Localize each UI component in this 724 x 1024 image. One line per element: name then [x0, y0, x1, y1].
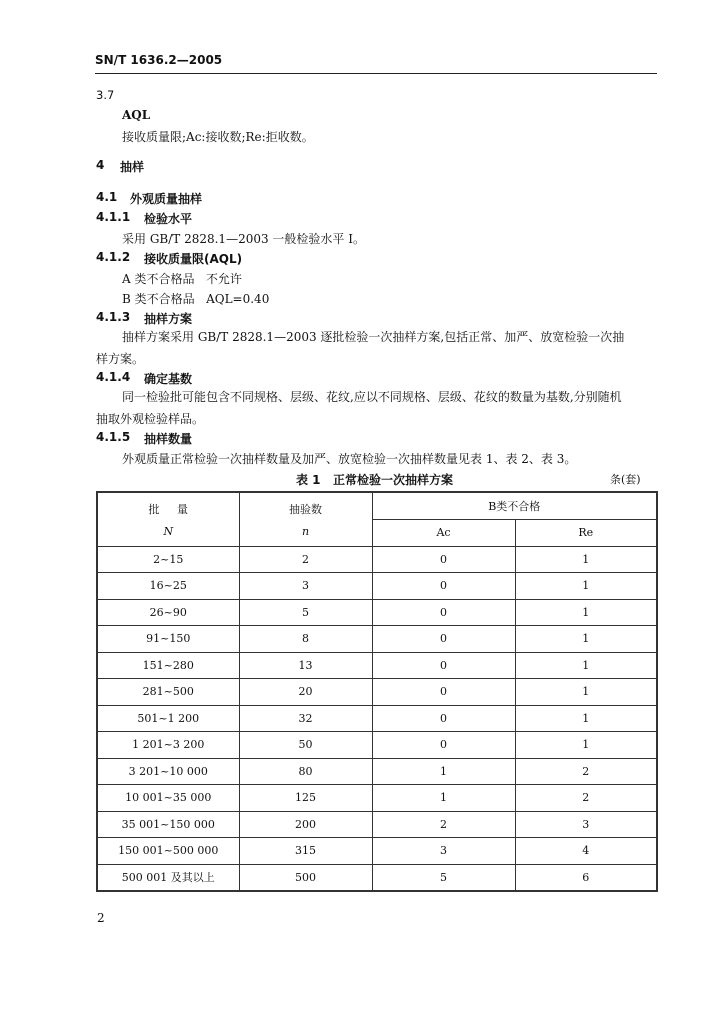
table-row — [97, 811, 657, 838]
section-title-4-1: 外观质量抽样 — [130, 192, 203, 206]
section-number-4-1: 4.1 — [96, 190, 118, 204]
column-header-sample-symbol: n — [301, 524, 310, 538]
table-row — [97, 864, 657, 891]
section-number-4-1-4: 4.1.4 — [96, 370, 131, 384]
batch-size-cell: 281~500 — [97, 679, 239, 706]
document-code: SN/T 1636.2—2005 — [95, 53, 223, 67]
table-row — [97, 652, 657, 679]
reject-number-cell: 4 — [515, 838, 657, 865]
batch-size-cell: 26~90 — [97, 599, 239, 626]
table-row — [97, 705, 657, 732]
sample-size-cell: 2 — [239, 546, 372, 573]
batch-size-cell: 501~1 200 — [97, 705, 239, 732]
sample-size-cell: 3 — [239, 573, 372, 600]
table-1-title: 表 1 正常检验一次抽样方案 — [296, 473, 454, 487]
table-row — [97, 785, 657, 812]
reject-number-cell: 1 — [515, 599, 657, 626]
sample-size-cell: 20 — [239, 679, 372, 706]
aql-class-b-line: B 类不合格品 AQL=0.40 — [122, 292, 270, 306]
accept-number-cell: 0 — [372, 626, 515, 653]
sample-size-cell: 315 — [239, 838, 372, 865]
sample-size-cell: 13 — [239, 652, 372, 679]
batch-size-cell: 2~15 — [97, 546, 239, 573]
column-header-sample — [239, 492, 372, 546]
batch-size-cell: 151~280 — [97, 652, 239, 679]
reject-number-cell: 1 — [515, 652, 657, 679]
table-row — [97, 679, 657, 706]
sample-size-cell: 8 — [239, 626, 372, 653]
section-title-4-1-5: 抽样数量 — [144, 432, 193, 446]
accept-number-cell: 2 — [372, 811, 515, 838]
batch-size-cell: 3 201~10 000 — [97, 758, 239, 785]
section-title-4-1-4: 确定基数 — [144, 372, 193, 386]
section-title-4-1-2: 接收质量限(AQL) — [144, 252, 243, 266]
aql-class-a-line: A 类不合格品 不允许 — [122, 272, 242, 286]
term-aql-definition: 接收质量限;Ac:接收数;Re:拒收数。 — [122, 130, 314, 144]
table-row — [97, 626, 657, 653]
accept-number-cell: 1 — [372, 785, 515, 812]
reject-number-cell: 1 — [515, 705, 657, 732]
section-number-4-1-2: 4.1.2 — [96, 250, 131, 264]
accept-number-cell: 5 — [372, 864, 515, 891]
accept-number-cell: 0 — [372, 546, 515, 573]
batch-size-cell: 91~150 — [97, 626, 239, 653]
section-title-4: 抽样 — [120, 160, 145, 174]
reject-number-cell: 2 — [515, 758, 657, 785]
column-header-batch-label: 批 量 — [148, 502, 188, 516]
table-row — [97, 758, 657, 785]
sample-size-cell: 50 — [239, 732, 372, 759]
accept-number-cell: 3 — [372, 838, 515, 865]
table-row — [97, 732, 657, 759]
section-text-4-1-3: 抽样方案采用 GB/T 2828.1—2003 逐批检验一次抽样方案,包括正常、加严、放宽检验一次抽样方案。 — [96, 330, 625, 366]
sample-size-cell: 125 — [239, 785, 372, 812]
column-header-re: Re — [515, 519, 657, 546]
reject-number-cell: 2 — [515, 785, 657, 812]
sampling-plan-table — [96, 491, 658, 892]
table-row — [97, 546, 657, 573]
accept-number-cell: 0 — [372, 573, 515, 600]
sample-size-cell: 32 — [239, 705, 372, 732]
accept-number-cell: 0 — [372, 732, 515, 759]
section-number-4-1-3: 4.1.3 — [96, 310, 131, 324]
term-aql: AQL — [122, 108, 151, 122]
table-body — [97, 546, 657, 891]
section-number-4: 4 — [96, 158, 105, 172]
table-row — [97, 573, 657, 600]
section-title-4-1-3: 抽样方案 — [144, 312, 193, 326]
accept-number-cell: 0 — [372, 705, 515, 732]
reject-number-cell: 6 — [515, 864, 657, 891]
batch-size-cell: 10 001~35 000 — [97, 785, 239, 812]
column-header-sample-label: 抽验数 — [289, 502, 322, 516]
accept-number-cell: 1 — [372, 758, 515, 785]
column-header-ac: Ac — [372, 519, 515, 546]
table-row — [97, 599, 657, 626]
accept-number-cell: 0 — [372, 599, 515, 626]
reject-number-cell: 3 — [515, 811, 657, 838]
page-number: 2 — [97, 911, 105, 925]
column-header-class-b: B类不合格 — [372, 492, 657, 519]
section-number-4-1-5: 4.1.5 — [96, 430, 131, 444]
section-title-4-1-1: 检验水平 — [144, 212, 193, 226]
table-row — [97, 838, 657, 865]
sample-size-cell: 5 — [239, 599, 372, 626]
batch-size-cell: 16~25 — [97, 573, 239, 600]
section-text-4-1-5: 外观质量正常检验一次抽样数量及加严、放宽检验一次抽样数量见表 1、表 2、表 3。 — [122, 452, 577, 466]
sample-size-cell: 80 — [239, 758, 372, 785]
column-header-batch — [97, 492, 239, 546]
table-1-unit: 条(套) — [610, 473, 641, 486]
batch-size-cell: 150 001~500 000 — [97, 838, 239, 865]
accept-number-cell: 0 — [372, 679, 515, 706]
batch-size-cell: 1 201~3 200 — [97, 732, 239, 759]
reject-number-cell: 1 — [515, 573, 657, 600]
reject-number-cell: 1 — [515, 626, 657, 653]
section-text-4-1-4: 同一检验批可能包含不同规格、层级、花纹,应以不同规格、层级、花纹的数量为基数,分别随机抽取外观检验样品。 — [96, 390, 622, 426]
batch-size-cell: 35 001~150 000 — [97, 811, 239, 838]
sample-size-cell: 200 — [239, 811, 372, 838]
section-text-4-1-1: 采用 GB/T 2828.1—2003 一般检验水平 Ⅰ。 — [122, 232, 365, 246]
reject-number-cell: 1 — [515, 732, 657, 759]
header-divider — [95, 73, 657, 74]
batch-size-cell: 500 001 及其以上 — [97, 864, 239, 891]
reject-number-cell: 1 — [515, 679, 657, 706]
column-header-batch-symbol: N — [163, 524, 174, 538]
accept-number-cell: 0 — [372, 652, 515, 679]
sample-size-cell: 500 — [239, 864, 372, 891]
reject-number-cell: 1 — [515, 546, 657, 573]
section-number-3-7: 3.7 — [96, 88, 115, 102]
section-number-4-1-1: 4.1.1 — [96, 210, 131, 224]
